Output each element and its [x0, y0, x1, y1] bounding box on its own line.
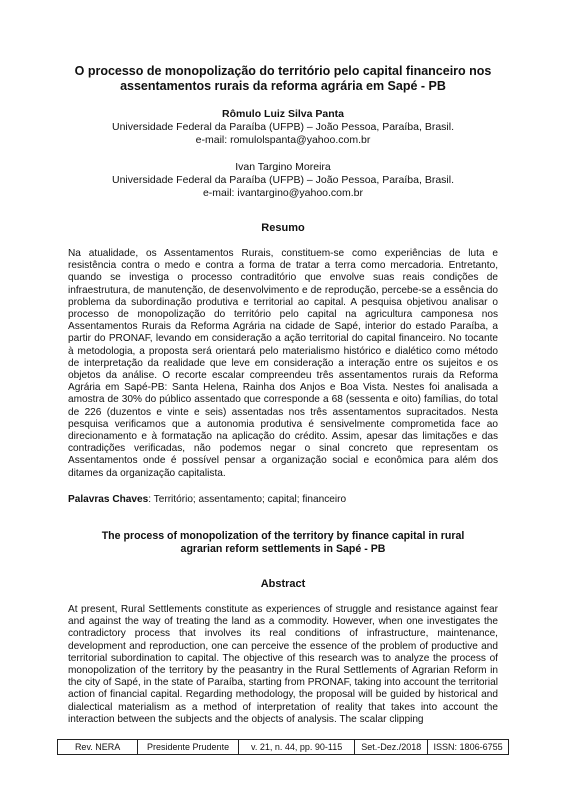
author-1-name: Rômulo Luiz Silva Panta — [222, 108, 344, 120]
footer-journal: Rev. NERA — [58, 740, 138, 755]
paper-title: O processo de monopolização do território pelo capital financeiro nos assentamentos rurais da reforma agrária em Sapé - PB — [74, 64, 492, 93]
author-2-name: Ivan Targino Moreira — [235, 161, 331, 173]
footer-period: Set.-Dez./2018 — [355, 740, 428, 755]
author-1-affiliation: Universidade Federal da Paraíba (UFPB) – João Pessoa, Paraíba, Brasil. — [111, 121, 454, 133]
keywords — [68, 494, 498, 506]
abstract-text: At present, Rural Settlements constitute as experiences of struggle and resistance against fear and against the way of treating the land as a commodity. However, when one investigates the contradictory process that involves its real conditions of infrastructure, maintenance, development and reproduction, one can perceive the essence of the problem of productive and territorial subordination to capital. The objective of this research was to analyze the process of monopolization of the territory by the peasantry in the Rural Settlements of Agrarian Reform in the city of Sapé, in the state of Paraíba, starting from PRONAF, taking into account the territorial action of financial capital. Regarding methodology, the proposal will be guided by historical and dialectical materialism as a method of interpretation of reality that takes into account the interaction between the subjects and the objects of analysis. The scalar clipping — [68, 604, 498, 725]
author-2 — [68, 161, 498, 200]
keywords-label: Palavras Chaves — [68, 493, 149, 505]
author-2-affiliation: Universidade Federal da Paraíba (UFPB) – João Pessoa, Paraíba, Brasil. — [111, 174, 454, 186]
author-2-email: e-mail: ivantargino@yahoo.com.br — [202, 187, 364, 199]
author-1 — [68, 108, 498, 147]
english-title: The process of monopolization of the territory by finance capital in rural agrarian reform settlements in Sapé - PB — [101, 530, 465, 556]
keywords-list: : Território; assentamento; capital; financeiro — [148, 493, 347, 505]
resumo-heading: Resumo — [261, 222, 305, 234]
paper-page — [68, 64, 498, 726]
footer-city: Presidente Prudente — [138, 740, 239, 755]
author-1-email: e-mail: romulolspanta@yahoo.com.br — [195, 134, 371, 146]
footer-volume: v. 21, n. 44, pp. 90-115 — [238, 740, 354, 755]
resumo-text: Na atualidade, os Assentamentos Rurais, constituem-se como experiências de luta e resistência contra o medo e contra a forma de tratar a terra como mercadoria. Entretanto, quando se investiga o processo contraditório que envolve suas reais condições de infraestrutura, de manutenção, de desenvolvimento e de reprodução, percebe-se a essência do problema da subordinação produtiva e territorial ao capital. A pesquisa objetivou analisar o processo de monopolização do território pelo capital na agricultura camponesa nos Assentamentos Rurais da Reforma Agrária na cidade de Sapé, interior do estado Paraíba, a partir do PRONAF, levando em consideração a ação territorial do capital financeiro. No tocante à metodologia, a proposta será orientará pelo materialismo histórico e dialético como método de interpretação da realidade que leve em consideração a interação entre os sujeitos e os objetos da análise. O recorte escalar compreendeu três assentamentos rurais da Reforma Agrária em Sapé-PB: Santa Helena, Rainha dos Anjos e Boa Vista. Nestes foi analisada a amostra de 30% do público assentado que corresponde a 68 (sessenta e oito) famílias, do total de 226 (duzentos e vinte e seis) assentadas nos três assentamentos supracitados. Nesta pesquisa verificamos que a autonomia produtiva é sensivelmente comprometida face ao direcionamento e à formatação na aplicação do crédito. Assim, apesar das limitações e das contradições verificadas, não podemos negar o sinal concreto que representam os Assentamentos onde é possível pensar a organização social e econômica para além dos ditames da organização capitalista. — [68, 248, 498, 479]
footer-issn: ISSN: 1806-6755 — [428, 740, 509, 755]
journal-footer — [57, 739, 509, 755]
abstract-heading: Abstract — [260, 578, 306, 591]
